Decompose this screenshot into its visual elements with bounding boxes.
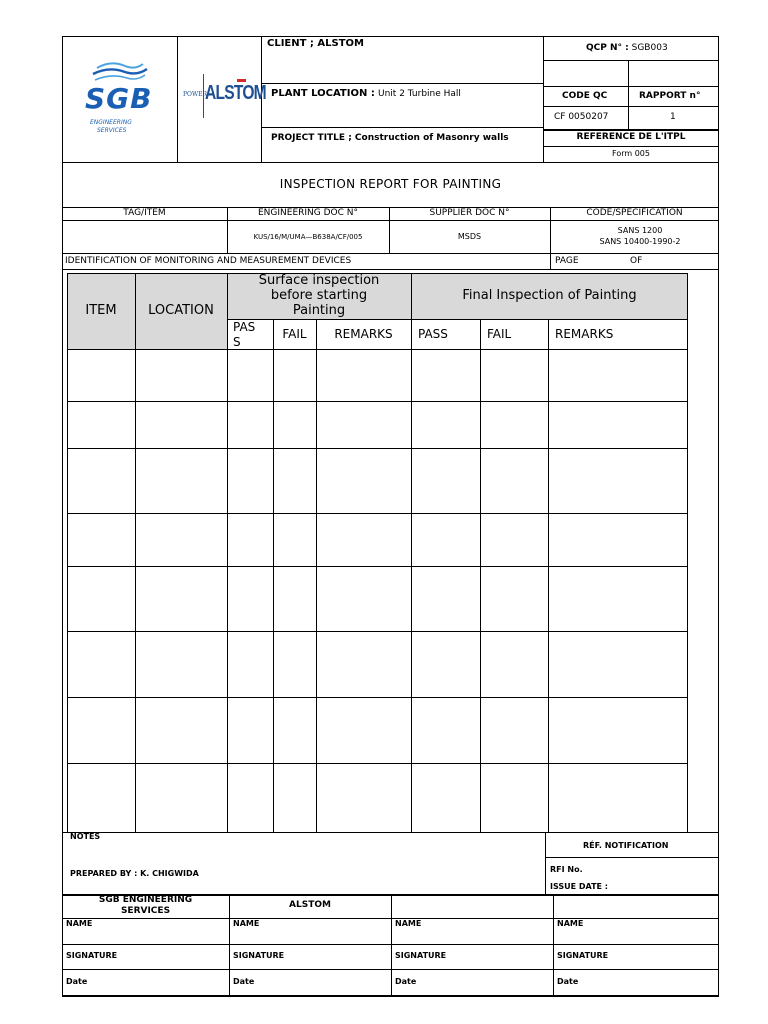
qcp-label: QCP N° : [586,43,629,53]
qcp-value: SGB003 [631,43,668,53]
plant-location-label: PLANT LOCATION : [271,88,375,99]
name-label-3: NAME [395,919,422,928]
header-code-spec: CODE/SPECIFICATION [586,208,683,218]
divider [543,36,544,163]
code-qc-label: CODE QC [562,91,608,101]
prepared-by: PREPARED BY : K. CHIGWIDA [70,869,199,878]
spec-line-1: SANS 1200 [617,226,663,235]
notes-label: NOTES [70,832,101,841]
item-header: ITEM [85,303,117,318]
header-engineering-doc: ENGINEERING DOC N° [257,208,359,218]
issue-date: ISSUE DATE : [550,882,609,891]
date-label-1: Date [66,977,88,986]
alstom-logo [180,72,266,122]
project-title: PROJECT TITLE ; Construction of Masonry walls [271,133,509,143]
plant-location-value: Unit 2 Turbine Hall [378,89,461,99]
of-label: OF [630,256,643,266]
spec-line-2: SANS 10400-1990-2 [599,237,681,246]
date-label-4: Date [557,977,579,986]
divider [261,127,543,128]
divider [543,129,719,131]
report-title: INSPECTION REPORT FOR PAINTING [279,177,502,191]
engineering-doc-value: KUS/16/M/UMA—B638A/CF/005 [253,233,363,241]
remarks-header-1: REMARKS [334,327,393,341]
pass-header-1a: PAS [233,320,256,334]
date-label-3: Date [395,977,417,986]
form-value: Form 005 [612,149,650,158]
signature-label-3: SIGNATURE [395,951,447,960]
plant-location [271,88,461,99]
sgb-logo [75,58,165,140]
alstom-power-text: POWER [183,91,208,98]
surface-header-line1: Surface inspection [258,273,380,288]
rapport-label: RAPPORT n° [639,91,701,101]
fail-header-2: FAIL [487,327,512,341]
alstom-name-text: ALSTOM [205,82,266,104]
rapport-value: 1 [670,112,676,122]
sgb-engineering-line2: SERVICES [120,906,171,916]
client-label: CLIENT ; ALSTOM [267,38,365,49]
header-supplier-doc: SUPPLIER DOC N° [429,208,510,218]
alstom-column-label: ALSTOM [289,900,331,910]
name-label-2: NAME [233,919,260,928]
qcp-number [586,43,668,53]
divider [261,83,543,84]
signature-label-4: SIGNATURE [557,951,609,960]
identification-label: IDENTIFICATION OF MONITORING AND MEASUREMENT DEVICES [65,256,352,266]
sgb-engineering-line1: SGB ENGINEERING [98,895,193,905]
page-label: PAGE [555,256,579,266]
sgb-logo-sub2: SERVICES [97,127,127,134]
pass-header-2: PASS [418,327,448,341]
rfi-number: RFI No. [550,865,583,874]
divider [543,106,719,107]
ref-notification: RÉF. NOTIFICATION [583,841,669,850]
header-tag-item: TAG/ITEM [123,208,166,218]
date-label-2: Date [233,977,255,986]
divider [543,60,719,61]
reference-label: REFERENCE DE L'ITPL [576,132,686,142]
name-label-4: NAME [557,919,584,928]
name-label-1: NAME [66,919,93,928]
divider [177,36,178,163]
divider [543,146,719,147]
alstom-red-accent [237,79,246,82]
final-inspection-header: Final Inspection of Painting [462,288,637,303]
code-qc-value: CF 0050207 [554,112,609,122]
signature-label-1: SIGNATURE [66,951,118,960]
signature-label-2: SIGNATURE [233,951,285,960]
divider [628,60,629,129]
divider [543,86,719,87]
surface-header-line2: before starting [270,288,368,303]
sgb-logo-sub1: ENGINEERING [90,119,132,126]
supplier-doc-value: MSDS [457,232,482,241]
pass-header-1b: S [233,335,241,349]
sgb-logo-text: SGB [85,82,153,115]
surface-header-line3: Painting [292,303,346,318]
fail-header-1: FAIL [282,327,307,341]
inspection-grid [67,273,688,833]
remarks-header-2: REMARKS [555,327,614,341]
location-header: LOCATION [148,303,214,318]
